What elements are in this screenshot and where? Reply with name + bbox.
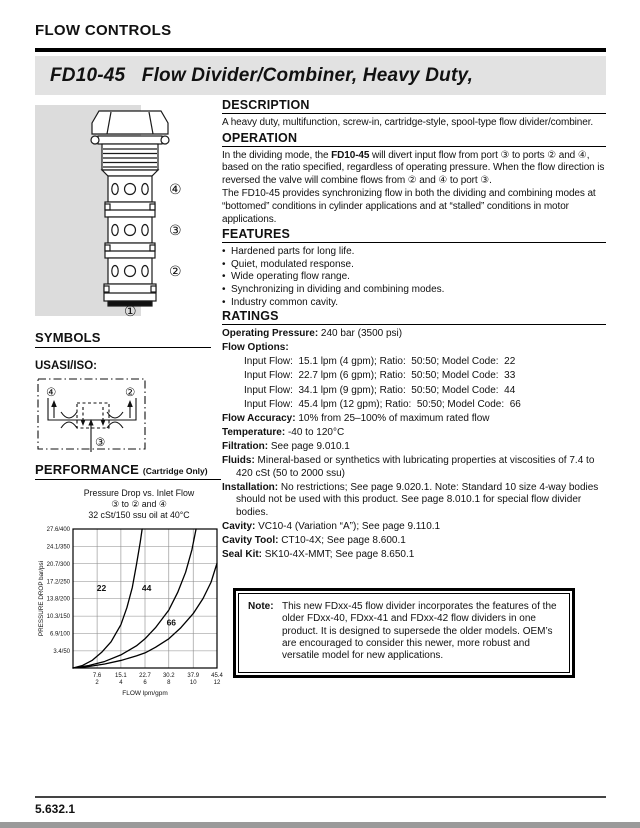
port-2-label: ②: [169, 263, 182, 279]
rating-cavity-tool: [222, 535, 606, 548]
rating-filtration: [222, 441, 606, 454]
rating-value: SK10-4X-MMT; See page 8.650.1: [262, 549, 415, 561]
rating-value: No restrictions; See page 9.020.1. Note: Standard 10 size 4-way bodies should not be used with this product. See page 8.010.1 for special flow divider bodies.: [236, 481, 602, 518]
oring-right: [161, 136, 169, 144]
rating-label: Installation:: [222, 481, 279, 493]
rating-value: Input Flow: 22.7 lpm (6 gpm); Ratio: 50:50; Model Code: 33: [244, 370, 516, 382]
rating-label: Cavity Tool:: [222, 535, 279, 547]
rating-value: CT10-4X; See page 8.600.1: [278, 535, 406, 547]
note-body: This new FDxx-45 flow divider incorporates the features of the older FDxx-40, FDxx-41 and FDxx-42 flow dividers in one product. It is designed to supersede the older models. OEM’s are encouraged to consider this newer, more robust and versatile model for new applications.: [282, 600, 557, 662]
rating-flow-option-33: [244, 370, 606, 383]
rating-value: Input Flow: 34.1 lpm (9 gpm); Ratio: 50:50; Model Code: 44: [244, 384, 516, 396]
bullet: •: [222, 296, 226, 308]
rating-value: 10% from 25–100% of maximum rated flow: [295, 412, 490, 424]
port-1-label: ①: [124, 303, 137, 318]
feature-item: [222, 284, 606, 297]
rating-fluids: [222, 455, 606, 480]
chart-subtitle-oil: 32 cSt/150 ssu oil at 40°C: [88, 510, 190, 520]
curve-label-44: 44: [141, 582, 152, 593]
rating-label: Cavity:: [222, 520, 256, 532]
rating-flow-accuracy: [222, 413, 606, 426]
rating-label: Operating Pressure:: [222, 328, 319, 340]
rating-flow-options: [222, 342, 606, 355]
features-heading: FEATURES: [222, 227, 606, 243]
chart-area: [35, 523, 221, 703]
rating-value: VC10-4 (Variation “A”); See page 9.110.1: [255, 520, 441, 532]
oring-left: [91, 136, 99, 144]
feature-item: [222, 246, 606, 259]
rating-temperature: [222, 427, 606, 440]
x-tick-label-gpm: 4: [119, 680, 123, 686]
performance-chart-svg: [35, 523, 225, 698]
page-title: FD10-45 Flow Divider/Combiner, Heavy Duty,: [50, 64, 474, 86]
rating-label: Temperature:: [222, 426, 286, 438]
footer-rule: [35, 796, 606, 798]
rating-value: -40 to 120°C: [285, 426, 345, 438]
main-content-column: [222, 98, 606, 678]
port-4-label: ④: [169, 181, 182, 197]
rating-label: Filtration:: [222, 440, 269, 452]
title-bar: [35, 56, 606, 95]
ratings-list: [222, 328, 606, 562]
rating-cavity: [222, 521, 606, 534]
port-3-label: ③: [169, 222, 182, 238]
scan-edge-artifact: [0, 822, 640, 828]
feature-item: [222, 297, 606, 310]
y-tick-label: 6.9/100: [49, 631, 70, 638]
schematic-lines: [48, 398, 136, 452]
y-tick-label: 27.6/400: [46, 527, 70, 533]
rating-value: Input Flow: 45.4 lpm (12 gpm); Ratio: 50:50; Model Code: 66: [244, 398, 521, 410]
page-number: 5.632.1: [35, 802, 76, 816]
x-tick-label-lpm: 22.7: [139, 673, 151, 679]
cartridge-drawing: [35, 103, 220, 318]
performance-heading-text: PERFORMANCE: [35, 462, 140, 477]
bullet: •: [222, 246, 226, 258]
y-tick-label: 13.8/200: [46, 596, 70, 603]
iso-schematic: [35, 376, 153, 458]
rating-label: Flow Options:: [222, 342, 289, 354]
chart-title: Pressure Drop vs. Inlet Flow: [83, 488, 195, 498]
x-tick-label-gpm: 10: [189, 680, 197, 686]
y-tick-label: 10.3/150: [46, 614, 70, 621]
x-tick-label-lpm: 37.9: [187, 673, 200, 679]
bullet: •: [222, 258, 226, 270]
y-tick-label: 17.2/250: [46, 579, 70, 586]
x-tick-label-gpm: 6: [143, 680, 147, 686]
rating-value: 240 bar (3500 psi): [318, 328, 403, 340]
x-axis-label: FLOW lpm/gpm: [122, 690, 168, 697]
feature-item: [222, 259, 606, 272]
rating-value: Input Flow: 15.1 lpm (4 gpm); Ratio: 50:50; Model Code: 22: [244, 356, 516, 368]
note-box-inner: [238, 593, 570, 673]
header-rule: [35, 48, 606, 52]
feature-text: Industry common cavity.: [231, 296, 339, 308]
schematic-port-4: ④: [46, 387, 57, 399]
rating-flow-option-66: [244, 399, 606, 412]
rating-value: Mineral-based or synthetics with lubricating properties at viscosities of 7.4 to 420 cSt (50 to 2000 ssu): [236, 454, 598, 479]
description-body: A heavy duty, multifunction, screw-in, cartridge-style, spool-type flow divider/combiner.: [222, 117, 594, 128]
chart-titles: [35, 488, 221, 521]
section-kicker: FLOW CONTROLS: [35, 22, 172, 39]
rating-label: Flow Accuracy:: [222, 412, 296, 424]
x-tick-label-gpm: 12: [213, 680, 221, 686]
bullet: •: [222, 271, 226, 283]
performance-heading: [35, 462, 221, 480]
curve-label-66: 66: [166, 617, 177, 628]
y-tick-label: 3.4/50: [53, 648, 70, 655]
hex-head: [92, 111, 168, 134]
rating-installation: [222, 482, 606, 520]
operation-paragraph-2: The FD10-45 provides synchronizing flow in both the dividing and combining modes at “bottomed” conditions in cylinder applications and at “stalled” conditions in motor applications.: [222, 188, 596, 225]
feature-item: [222, 271, 606, 284]
ratings-heading: RATINGS: [222, 309, 606, 325]
operation-heading: OPERATION: [222, 131, 606, 147]
y-tick-label: 24.1/350: [46, 544, 70, 551]
x-tick-label-lpm: 30.2: [162, 673, 175, 679]
x-tick-label-lpm: 15.1: [115, 673, 127, 679]
operation-model-code: FD10-45: [331, 149, 370, 161]
y-axis-label: PRESSURE DROP bar/psi: [38, 560, 45, 637]
curve-label-22: 22: [96, 582, 107, 593]
feature-text: Quiet, modulated response.: [231, 258, 354, 270]
x-tick-label-lpm: 7.6: [92, 673, 102, 679]
rating-flow-option-44: [244, 385, 606, 398]
operation-paragraph-1: [222, 150, 606, 188]
features-list: [222, 246, 606, 309]
symbols-section: [35, 330, 211, 463]
feature-text: Synchronizing in dividing and combining modes.: [231, 283, 445, 295]
bullet: •: [222, 283, 226, 295]
thread-section: [102, 144, 158, 170]
feature-text: Wide operating flow range.: [231, 271, 350, 283]
performance-section: [35, 462, 221, 703]
cartridge-figure: [35, 103, 220, 318]
rating-value: See page 9.010.1: [268, 440, 350, 452]
x-tick-label-lpm: 45.4: [211, 673, 223, 679]
rating-label: Fluids:: [222, 454, 255, 466]
x-tick-label-gpm: 8: [167, 680, 171, 686]
note-box: [233, 588, 575, 678]
chart-subtitle-ports: ③ to ② and ④: [111, 499, 167, 509]
description-heading: DESCRIPTION: [222, 98, 606, 114]
performance-qualifier: (Cartridge Only): [142, 466, 208, 476]
rating-seal-kit: [222, 549, 606, 562]
rating-operating-pressure: [222, 328, 606, 341]
rating-label: Seal Kit:: [222, 549, 263, 561]
y-tick-label: 20.7/300: [46, 561, 70, 568]
rating-flow-option-22: [244, 356, 606, 369]
schematic-port-2: ②: [125, 387, 136, 399]
feature-text: Hardened parts for long life.: [231, 246, 355, 258]
symbols-heading: SYMBOLS: [35, 330, 211, 348]
symbols-standard-label: USASI/ISO:: [35, 360, 97, 372]
operation-text: In the dividing mode, the: [222, 149, 332, 161]
schematic-port-3: ③: [95, 437, 106, 449]
x-tick-label-gpm: 2: [95, 680, 99, 686]
note-label: Note:: [248, 600, 274, 612]
operation-text-cont: will divert input flow from port ③ to ports ② and ④, based on the ratio specified, regardless of operating pressure. When the flow direction is reversed the valve will combine flows from ② and ④ to port ③.: [222, 149, 605, 186]
